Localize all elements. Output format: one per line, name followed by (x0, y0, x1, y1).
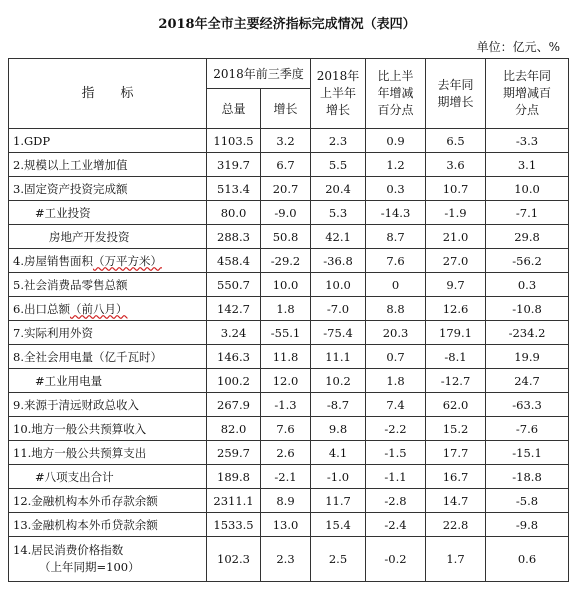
cell-growth: 6.7 (261, 153, 311, 177)
cell-diff-h1: 8.8 (366, 297, 426, 321)
cell-h1: 2.3 (311, 129, 366, 153)
table-row (9, 321, 569, 345)
cell-total: 513.4 (207, 177, 261, 201)
cell-growth: 8.9 (261, 489, 311, 513)
header-vs-ly-line2: 期增减百 (503, 86, 552, 100)
cell-last-year: 12.6 (426, 297, 486, 321)
table-row (9, 417, 569, 441)
cell-growth: 7.6 (261, 417, 311, 441)
cell-growth: 13.0 (261, 513, 311, 537)
header-vs-h1 (366, 59, 426, 129)
cell-diff-last-year: -7.6 (486, 417, 569, 441)
cell-h1: -36.8 (311, 249, 366, 273)
row-name-cell (9, 297, 207, 321)
cell-diff-h1: 1.8 (366, 369, 426, 393)
table-row (9, 225, 569, 249)
cell-diff-last-year: -7.1 (486, 201, 569, 225)
table-row (9, 201, 569, 225)
cell-last-year: 17.7 (426, 441, 486, 465)
cell-diff-last-year: 19.9 (486, 345, 569, 369)
row-name: 11.地方一般公共预算支出 (9, 441, 207, 465)
cell-total: 102.3 (207, 537, 261, 582)
row-name: 5.社会消费品零售总额 (9, 273, 207, 297)
header-group-q3: 2018年前三季度 (207, 59, 311, 89)
cell-h1: 5.5 (311, 153, 366, 177)
row-name: 6.出口总额 (13, 301, 70, 316)
cell-diff-h1: 0.7 (366, 345, 426, 369)
cell-diff-last-year: 0.6 (486, 537, 569, 582)
cell-total: 100.2 (207, 369, 261, 393)
row-name: 8.全社会用电量（亿千瓦时） (9, 345, 207, 369)
row-name-cell (9, 537, 207, 582)
row-name: 4.房屋销售面积 (13, 253, 93, 268)
row-name: #八项支出合计 (9, 465, 207, 489)
header-ly-line2: 期增长 (437, 94, 474, 109)
cell-h1: 15.4 (311, 513, 366, 537)
cell-h1: -7.0 (311, 297, 366, 321)
cell-total: 319.7 (207, 153, 261, 177)
cell-diff-h1: 7.4 (366, 393, 426, 417)
cell-diff-h1: 0.9 (366, 129, 426, 153)
row-name: 1.GDP (9, 129, 207, 153)
cell-total: 288.3 (207, 225, 261, 249)
table-row (9, 273, 569, 297)
cell-last-year: 6.5 (426, 129, 486, 153)
cell-growth: 12.0 (261, 369, 311, 393)
cell-h1: 11.1 (311, 345, 366, 369)
table-row (9, 297, 569, 321)
header-last-year (426, 59, 486, 129)
cell-diff-h1: -1.1 (366, 465, 426, 489)
cell-diff-h1: 20.3 (366, 321, 426, 345)
table-row (9, 537, 569, 582)
row-name: 14.居民消费价格指数 (13, 543, 124, 557)
cell-h1: 11.7 (311, 489, 366, 513)
table-row (9, 441, 569, 465)
header-h1-line1: 2018年 (316, 69, 360, 83)
header-growth: 增长 (261, 89, 311, 129)
cell-total: 3.24 (207, 321, 261, 345)
cell-total: 80.0 (207, 201, 261, 225)
cell-h1: 4.1 (311, 441, 366, 465)
row-name: 7.实际利用外资 (9, 321, 207, 345)
cell-diff-last-year: 0.3 (486, 273, 569, 297)
row-name-unit: （万平方米） (92, 253, 162, 268)
header-vs-ly-line3: 分点 (515, 103, 540, 117)
cell-total: 259.7 (207, 441, 261, 465)
header-total: 总量 (207, 89, 261, 129)
cell-diff-h1: 1.2 (366, 153, 426, 177)
table-row (9, 177, 569, 201)
cell-h1: 42.1 (311, 225, 366, 249)
cell-total: 458.4 (207, 249, 261, 273)
cell-growth: 50.8 (261, 225, 311, 249)
table-row (9, 489, 569, 513)
cell-diff-h1: 8.7 (366, 225, 426, 249)
cell-h1: 5.3 (311, 201, 366, 225)
header-h1-line3: 增长 (326, 103, 351, 117)
table-row (9, 465, 569, 489)
cell-diff-h1: 0.3 (366, 177, 426, 201)
indicators-table (8, 58, 569, 582)
cell-total: 189.8 (207, 465, 261, 489)
cell-diff-last-year: -18.8 (486, 465, 569, 489)
cell-growth: -9.0 (261, 201, 311, 225)
cell-diff-last-year: 29.8 (486, 225, 569, 249)
unit-note: 单位：亿元、% (476, 40, 560, 54)
header-ly-line1: 去年同 (437, 77, 474, 92)
header-vs-last-year (486, 59, 569, 129)
table-row (9, 513, 569, 537)
cell-last-year: -8.1 (426, 345, 486, 369)
row-name: 10.地方一般公共预算收入 (9, 417, 207, 441)
cell-h1: 9.8 (311, 417, 366, 441)
table-row (9, 153, 569, 177)
cell-growth: -29.2 (261, 249, 311, 273)
cell-h1: 20.4 (311, 177, 366, 201)
cell-diff-last-year: 10.0 (486, 177, 569, 201)
row-name: 13.金融机构本外币贷款余额 (9, 513, 207, 537)
cell-diff-last-year: -10.8 (486, 297, 569, 321)
cell-last-year: -12.7 (426, 369, 486, 393)
cell-diff-last-year: -9.8 (486, 513, 569, 537)
cell-h1: 10.2 (311, 369, 366, 393)
cell-last-year: 3.6 (426, 153, 486, 177)
cell-diff-last-year: -5.8 (486, 489, 569, 513)
cell-growth: -55.1 (261, 321, 311, 345)
row-name: 2.规模以上工业增加值 (9, 153, 207, 177)
cell-diff-h1: 0 (366, 273, 426, 297)
cell-last-year: 179.1 (426, 321, 486, 345)
table-row (9, 393, 569, 417)
cell-growth: 3.2 (261, 129, 311, 153)
cell-total: 550.7 (207, 273, 261, 297)
row-name: #工业用电量 (9, 369, 207, 393)
cell-last-year: 21.0 (426, 225, 486, 249)
cell-last-year: 14.7 (426, 489, 486, 513)
cell-diff-last-year: -3.3 (486, 129, 569, 153)
cell-last-year: 15.2 (426, 417, 486, 441)
header-h1-growth (311, 59, 366, 129)
cell-diff-h1: -2.8 (366, 489, 426, 513)
table-row (9, 345, 569, 369)
row-name-cell (9, 249, 207, 273)
cell-last-year: 1.7 (426, 537, 486, 582)
table-row (9, 369, 569, 393)
cell-growth: 11.8 (261, 345, 311, 369)
cell-diff-h1: -14.3 (366, 201, 426, 225)
cell-growth: 2.6 (261, 441, 311, 465)
cell-h1: -75.4 (311, 321, 366, 345)
cell-last-year: 22.8 (426, 513, 486, 537)
header-vs-h1-line3: 百分点 (377, 103, 414, 117)
cell-diff-h1: -2.2 (366, 417, 426, 441)
cell-h1: 2.5 (311, 537, 366, 582)
table-row (9, 129, 569, 153)
header-vs-ly-line1: 比去年同 (503, 69, 552, 83)
cell-growth: 20.7 (261, 177, 311, 201)
cell-diff-last-year: -56.2 (486, 249, 569, 273)
row-name: 3.固定资产投资完成额 (9, 177, 207, 201)
row-name: #工业投资 (9, 201, 207, 225)
row-name: 12.金融机构本外币存款余额 (9, 489, 207, 513)
cell-last-year: -1.9 (426, 201, 486, 225)
cell-total: 1533.5 (207, 513, 261, 537)
header-h1-line2: 上半年 (320, 86, 357, 100)
header-vs-h1-line1: 比上半 (377, 69, 414, 83)
cell-total: 2311.1 (207, 489, 261, 513)
cell-diff-last-year: -15.1 (486, 441, 569, 465)
cell-total: 146.3 (207, 345, 261, 369)
cell-total: 1103.5 (207, 129, 261, 153)
header-indicator: 指 标 (9, 59, 207, 129)
table-row (9, 249, 569, 273)
header-vs-h1-line2: 年增减 (377, 86, 414, 100)
cell-diff-last-year: 3.1 (486, 153, 569, 177)
cell-diff-h1: -1.5 (366, 441, 426, 465)
row-name-unit: （上年同期=100） (39, 560, 140, 574)
row-name: 9.来源于清远财政总收入 (9, 393, 207, 417)
cell-diff-last-year: -63.3 (486, 393, 569, 417)
cell-last-year: 10.7 (426, 177, 486, 201)
cell-total: 82.0 (207, 417, 261, 441)
cell-diff-last-year: -234.2 (486, 321, 569, 345)
cell-growth: 2.3 (261, 537, 311, 582)
row-name-unit: （前八月） (69, 301, 128, 316)
cell-diff-h1: 7.6 (366, 249, 426, 273)
cell-diff-last-year: 24.7 (486, 369, 569, 393)
cell-total: 267.9 (207, 393, 261, 417)
row-name: 房地产开发投资 (9, 225, 207, 249)
cell-diff-h1: -0.2 (366, 537, 426, 582)
cell-h1: 10.0 (311, 273, 366, 297)
cell-growth: -1.3 (261, 393, 311, 417)
cell-last-year: 16.7 (426, 465, 486, 489)
table-title: 2018年全市主要经济指标完成情况（表四） (158, 17, 416, 32)
cell-total: 142.7 (207, 297, 261, 321)
cell-h1: -1.0 (311, 465, 366, 489)
cell-growth: 10.0 (261, 273, 311, 297)
cell-growth: -2.1 (261, 465, 311, 489)
cell-h1: -8.7 (311, 393, 366, 417)
cell-growth: 1.8 (261, 297, 311, 321)
cell-last-year: 62.0 (426, 393, 486, 417)
cell-last-year: 27.0 (426, 249, 486, 273)
cell-diff-h1: -2.4 (366, 513, 426, 537)
cell-last-year: 9.7 (426, 273, 486, 297)
